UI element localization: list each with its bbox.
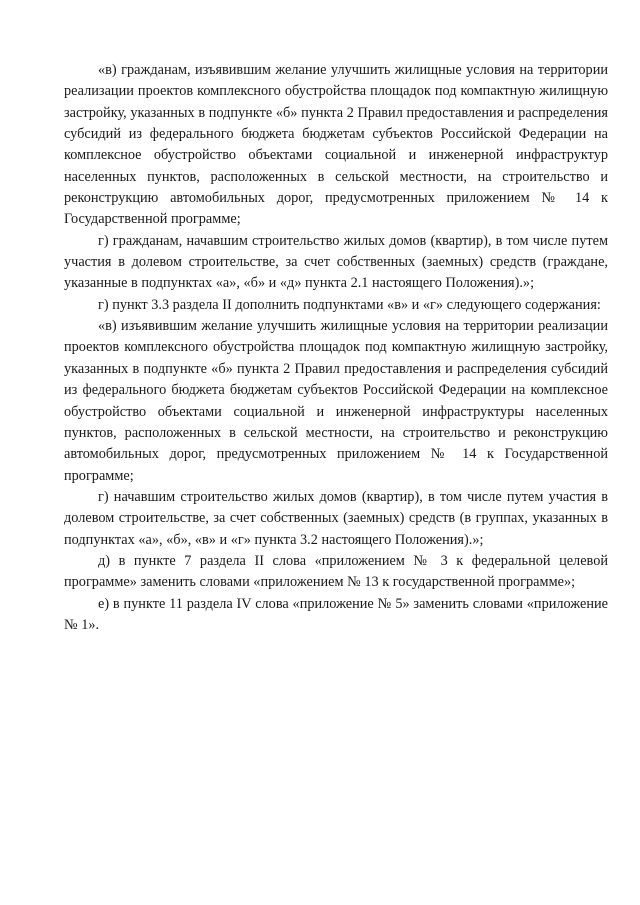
document-body [64, 60, 608, 636]
paragraph-point-3-3-amendment: г) пункт 3.3 раздела II дополнить подпунктами «в» и «г» следующего содержания: [98, 296, 601, 313]
paragraph-subitem-v-citizens: «в) гражданам, изъявившим желание улучшить жилищные условия на территории реализации проектов комплексного обустройства площадок под компактную жилищную застройку, указанных в подпункте «б» пункта 2 Правил предоставления и распределения субсидий из федерального бюджета бюджетам субъектов Российской Федерации на комплексное обустройство объектами социальной и инженерной инфраструктур населенных пунктов, расположенных в сельской местности, на строительство и реконструкцию автомобильных дорог, предусмотренных приложением № 14 к Государственной программе; [64, 62, 608, 228]
paragraph-subitem-g-applicants: г) начавшим строительство жилых домов (квартир), в том числе путем участия в долевом строительстве, за счет собственных (заемных) средств (в группах, указанных в подпунктах «а», «б», «в» и «г» пункта 3.2 настоящего Положения).»; [64, 488, 608, 548]
paragraph-point-7-amendment: д) в пункте 7 раздела II слова «приложением № 3 к федеральной целевой программе» заменить словами «приложением № 13 к государственной программе»; [64, 552, 608, 591]
paragraph-subitem-g-citizens: г) гражданам, начавшим строительство жилых домов (квартир), в том числе путем участия в долевом строительстве, за счет собственных (заемных) средств (граждане, указанные в подпунктах «а», «б» и «д» пункта 2.1 настоящего Положения).»; [64, 232, 608, 292]
paragraph-subitem-v-applicants: «в) изъявившим желание улучшить жилищные условия на территории реализации проектов комплексного обустройства площадок под компактную жилищную застройку, указанных в подпункте «б» пункта 2 Правил предоставления и распределения субсидий из федерального бюджета бюджетам субъектов Российской Федерации на комплексное обустройство объектами социальной и инженерной инфраструктуры населенных пунктов, расположенных в сельской местности, на строительство и реконструкцию автомобильных дорог, предусмотренных приложением № 14 к Государственной программе; [64, 318, 608, 484]
paragraph-point-11-amendment: е) в пункте 11 раздела IV слова «приложение № 5» заменить словами «приложение № 1». [64, 595, 608, 633]
